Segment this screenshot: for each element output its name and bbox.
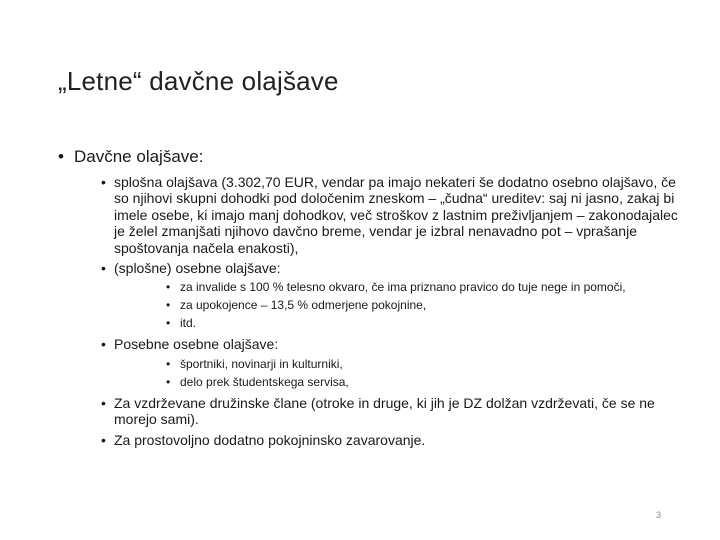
sub-bullet: • za upokojence – 13,5 % odmerjene pokojnine, — [114, 298, 678, 312]
bullet-heading: Davčne olajšave: — [74, 147, 204, 166]
sub-bullet: • itd. — [114, 316, 678, 330]
bullet-pokojninsko-zavarovanje — [74, 432, 678, 448]
slide-content — [58, 146, 678, 452]
bullet-text: • (splošne) osebne olajšave: — [114, 260, 281, 277]
bullet-davcne-olajsave — [58, 146, 678, 448]
bullet-splosna-olajsava — [74, 174, 678, 256]
sub-bullet: • delo prek študentskega servisa, — [114, 375, 678, 389]
page-number: 3 — [656, 510, 662, 520]
bullet-list-level-1 — [58, 146, 678, 448]
bullet-text: • Posebne osebne olajšave: — [114, 336, 279, 353]
bullet-text: • Za prostovoljno dodatno pokojninsko zavarovanje. — [114, 431, 426, 448]
sub-bullet: • za invalide s 100 % telesno okvaro, če ima priznano pravico do tuje nege in pomoči, — [114, 280, 678, 294]
bullet-text: • splošna olajšava (3.302,70 EUR, vendar pa imajo nekateri še dodatno osebno olajšavo, če so njihovi skupni dohodki pod določenim zneskom – „čudna“ ureditev: saj ni jasno, zakaj bi imele osebe, ki imajo manj dohodkov, več stroškov z lastnim preživljanjem – zakonodajalec je želel zmanjšati njihovo davčno breme, vendar je izbral nenavadno pot – vprašanje spoštovanja načela enakosti), — [114, 174, 678, 256]
bullet-list-level-2 — [74, 174, 678, 448]
bullet-vzdrzevani-clani — [74, 395, 678, 428]
bullet-splosne-osebne-olajsave — [74, 260, 678, 330]
bullet-posebne-osebne-olajsave — [74, 336, 678, 388]
bullet-text: • Za vzdrževane družinske člane (otroke in druge, ki jih je DZ dolžan vzdrževati, če se ne morejo sami). — [114, 394, 655, 428]
bullet-list-level-3 — [114, 280, 678, 330]
sub-bullet: • športniki, novinarji in kulturniki, — [114, 357, 678, 371]
bullet-list-level-3 — [114, 357, 678, 389]
slide-title: „Letne“ davčne olajšave — [58, 66, 339, 96]
